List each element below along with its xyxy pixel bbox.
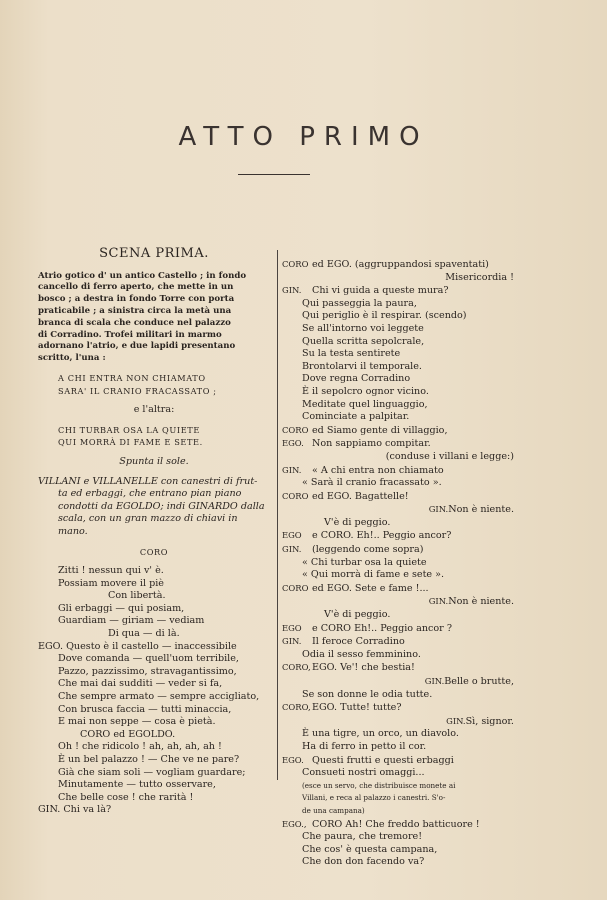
speaker-label: CORO <box>282 424 309 435</box>
speaker-label: GIN. <box>282 544 302 555</box>
verse-line <box>282 411 514 424</box>
verse-text: Non è niente. <box>448 596 514 608</box>
stage-line: Atrio gotico d' un antico Castello ; in fondo <box>38 270 247 281</box>
speaker-label: GIN. <box>282 636 302 647</box>
verse-text: EGO. Ve'! che bestia! <box>312 662 415 674</box>
speaker-label: GIN. <box>428 504 449 515</box>
speaker-label: GIN. <box>424 676 445 686</box>
verse-line <box>282 622 514 636</box>
verse-line: GIN. Chi va là? <box>38 804 112 816</box>
verse-text: ed Siamo gente di villaggio, <box>312 424 448 436</box>
verse-text: Quella scritta sepolcrale, <box>302 335 425 347</box>
act-title: ATTO PRIMO <box>178 122 429 152</box>
verse-line <box>282 675 514 689</box>
epitaph-line: SARA' IL CRANIO FRACASSATO ; <box>58 385 217 396</box>
verse-line <box>282 649 514 662</box>
column-divider <box>277 250 278 780</box>
verse-text: EGO. Tutte! tutte? <box>312 702 402 714</box>
entrance-line: condotti da EGOLDO; indi GINARDO dalla <box>58 500 265 512</box>
verse-text: Che paura, che tremore! <box>302 831 423 843</box>
entrance-direction <box>38 476 270 539</box>
stage-line: di Corradino. Trofei militari in marmo <box>38 329 222 340</box>
speaker-label: CORO <box>282 490 309 501</box>
spunta-il-sole: Spunta il sole. <box>119 455 189 467</box>
verse-line: Pazzo, pazzissimo, stravagantissimo, <box>58 665 237 677</box>
verse-line: Possiam movere il piè <box>58 577 164 589</box>
verse-line: Di qua — di là. <box>108 628 180 640</box>
entrance-line: ta ed erbaggi, che entrano pian piano <box>58 488 242 500</box>
verse-line <box>282 464 514 478</box>
verse-line: Che belle cose ! che rarità ! <box>58 791 194 803</box>
right-verses <box>282 258 514 869</box>
verse-text: Su la testa sentirete <box>302 348 401 360</box>
entrance-line: VILLANI e VILLANELLE con canestri di frut- <box>38 475 258 487</box>
verse-line <box>282 336 514 349</box>
verse-line: È un bel palazzo ! — Che ve ne pare? <box>58 754 240 765</box>
verse-line <box>282 805 514 818</box>
stage-line: cancello di ferro aperto, che mette in un <box>38 282 234 293</box>
verse-text: È il sepolcro ognor vicino. <box>302 385 429 397</box>
stage-line: adornano l'atrio, e due lapidi presentano <box>38 341 236 352</box>
verse-line <box>282 609 514 622</box>
epitaph-line: QUI MORRÀ DI FAME E SETE. <box>58 437 203 448</box>
verse-line <box>282 856 514 869</box>
verse-line <box>282 792 514 805</box>
verse-text: È una tigre, un orco, un diavolo. <box>302 728 459 740</box>
speaker-label: GIN. <box>428 596 449 607</box>
verse-line <box>282 477 514 490</box>
verse-text: Se son donne le odia tutte. <box>302 688 433 700</box>
verse-line <box>282 635 514 649</box>
verse-line: Guardiam — giriam — vediam <box>58 615 205 627</box>
verse-text: Che cos' è questa campana, <box>302 843 438 855</box>
verse-text: Misericordia ! <box>445 271 514 283</box>
verse-line: CORO ed EGOLDO. <box>80 728 176 740</box>
verse-text: ed EGO. (aggruppandosi spaventati) <box>312 259 489 270</box>
verse-line: EGO. Questo è il castello — inaccessibile <box>38 640 237 652</box>
verse-text: Consueti nostri omaggi... <box>302 767 425 779</box>
verse-text: Se all'intorno voi leggete <box>302 322 424 334</box>
speaker-label: CORO, <box>282 662 311 673</box>
verse-text: Odia il sesso femminino. <box>302 648 421 660</box>
verse-line <box>282 543 514 557</box>
verse-text: V'è di peggio. <box>324 516 391 528</box>
verse-text: « A chi entra non chiamato <box>312 464 444 476</box>
verse-line: Dove comanda — quell'uom terribile, <box>58 653 239 665</box>
verse-line <box>282 818 514 832</box>
stage-direction <box>38 271 270 365</box>
left-column <box>38 244 270 817</box>
verse-line <box>282 595 514 609</box>
verse-line <box>282 661 514 675</box>
speaker-label: EGO. <box>282 438 304 449</box>
verse-text: (conduse i villani e legge:) <box>385 450 514 462</box>
speaker-label: GIN. <box>282 285 302 296</box>
verse-line <box>282 490 514 504</box>
speaker-label: GIN. <box>282 464 302 475</box>
verse-line <box>282 741 514 754</box>
verse-line <box>282 569 514 582</box>
verse-line: E mai non seppe — cosa è pietà. <box>58 716 216 728</box>
verse-line: Zitti ! nessun qui v' è. <box>58 565 164 577</box>
verse-text: Meditate quel linguaggio, <box>302 398 428 410</box>
verse-line <box>282 557 514 570</box>
verse-line <box>282 361 514 374</box>
verse-line <box>282 754 514 768</box>
verse-text: CORO Ah! Che freddo batticuore ! <box>312 818 480 830</box>
verse-text: Dove regna Corradino <box>302 373 411 385</box>
verse-line: Con brusca faccia — tutti minaccia, <box>58 703 232 715</box>
verse-text: Qui passeggia la paura, <box>302 297 417 309</box>
verse-text: ed EGO. Sete e fame !... <box>312 582 429 594</box>
stage-line: praticabile ; a sinistra circa la metà una <box>38 305 232 316</box>
verse-line <box>282 701 514 715</box>
verse-line <box>282 451 514 464</box>
verse-line <box>282 373 514 386</box>
verse-line: Che sempre armato — sempre accigliato, <box>58 691 260 703</box>
speaker-label: CORO <box>282 582 309 593</box>
verse-line: Gli erbaggi — qui posiam, <box>58 602 185 614</box>
title-rule <box>238 174 310 175</box>
verse-text: Villani, e reca al palazzo i canestri. S'o- <box>302 793 446 803</box>
stage-line: branca di scala che conduce nel palazzo <box>38 317 231 328</box>
verse-text: e CORO Eh!.. Peggio ancor ? <box>312 622 452 634</box>
verse-text: V'è di peggio. <box>324 609 391 621</box>
speaker-label: EGO. <box>282 754 304 765</box>
verse-text: Chi vi guida a queste mura? <box>312 285 449 297</box>
verse-line: Già che siam soli — vogliam guardare; <box>58 766 246 778</box>
verse-line <box>282 424 514 438</box>
verse-text: « Sarà il cranio fracassato ». <box>302 477 442 489</box>
verse-text: de una campana) <box>302 805 365 815</box>
verse-line <box>282 386 514 399</box>
verse-text: Sì, signor. <box>465 715 514 727</box>
speaker-label: GIN. <box>446 715 466 726</box>
verse-line <box>282 715 514 729</box>
verse-line <box>282 844 514 857</box>
verse-text: Questi frutti e questi erbaggi <box>312 754 454 766</box>
entrance-line: mano. <box>58 525 88 537</box>
verse-line <box>282 780 514 793</box>
verse-text: Belle o brutte, <box>444 676 514 687</box>
verse-line <box>282 831 514 844</box>
coro-label: CORO <box>139 546 169 557</box>
verse-line <box>282 517 514 530</box>
entrance-line: scala, con un gran mazzo di chiavi in <box>58 513 238 525</box>
stage-line: bosco ; a destra in fondo Torre con porta <box>38 294 235 305</box>
epitaph-line: A CHI ENTRA NON CHIAMATO <box>58 372 206 383</box>
verse-line <box>282 503 514 517</box>
verse-line <box>282 310 514 323</box>
verse-text: Non sappiamo compitar. <box>312 438 431 450</box>
verse-line <box>282 399 514 412</box>
verse-line: Oh ! che ridicolo ! ah, ah, ah, ah ! <box>58 741 222 753</box>
verse-line: Minutamente — tutto osservare, <box>58 779 216 791</box>
verse-text: (escе un servo, che distribuisce monete ai <box>302 780 456 790</box>
verse-line <box>282 258 514 272</box>
verse-line <box>282 582 514 596</box>
verse-line <box>282 284 514 298</box>
verse-text: « Chi turbar osa la quiete <box>302 556 427 568</box>
verse-text: Brontolarvi il temporale. <box>302 360 422 372</box>
verse-text: « Qui morrà di fame e sete ». <box>302 569 445 581</box>
verse-line <box>282 272 514 285</box>
e-laltra: e l'altra: <box>133 404 175 416</box>
verse-line <box>282 323 514 336</box>
speaker-label: CORO <box>282 259 309 269</box>
speaker-label: EGO <box>282 530 302 541</box>
left-verses <box>38 565 270 817</box>
verse-text: Che don don facendo va? <box>302 856 425 868</box>
verse-line <box>282 767 514 780</box>
verse-line <box>282 298 514 311</box>
verse-line <box>282 348 514 361</box>
epitaph-line: CHI TURBAR OSA LA QUIETE <box>58 424 200 435</box>
speaker-label: EGO <box>282 622 302 633</box>
speaker-label: CORO, <box>282 702 311 713</box>
right-column <box>282 258 514 869</box>
verse-line <box>282 437 514 451</box>
speaker-label: EGO., <box>282 818 307 829</box>
verse-text: Il feroce Corradino <box>312 636 405 648</box>
stage-line: scritto, l'una : <box>38 353 106 364</box>
verse-text: Non è niente. <box>448 504 514 516</box>
scene-heading: SCENA PRIMA. <box>99 246 209 261</box>
verse-line: Con libertà. <box>108 590 166 602</box>
verse-line <box>282 689 514 702</box>
verse-text: Qui periglio è il respirar. (scendo) <box>302 310 467 322</box>
verse-text: Ha di ferro in petto il cor. <box>302 740 427 752</box>
verse-text: Cominciate a palpitar. <box>302 411 410 423</box>
verse-text: ed EGO. Bagattelle! <box>312 490 409 502</box>
verse-text: e CORO. Eh!.. Peggio ancor? <box>312 530 452 542</box>
verse-line <box>282 529 514 543</box>
verse-line: Che mai dai sudditi — veder si fa, <box>58 678 223 690</box>
verse-text: (leggendo come sopra) <box>312 544 424 556</box>
verse-line <box>282 728 514 741</box>
